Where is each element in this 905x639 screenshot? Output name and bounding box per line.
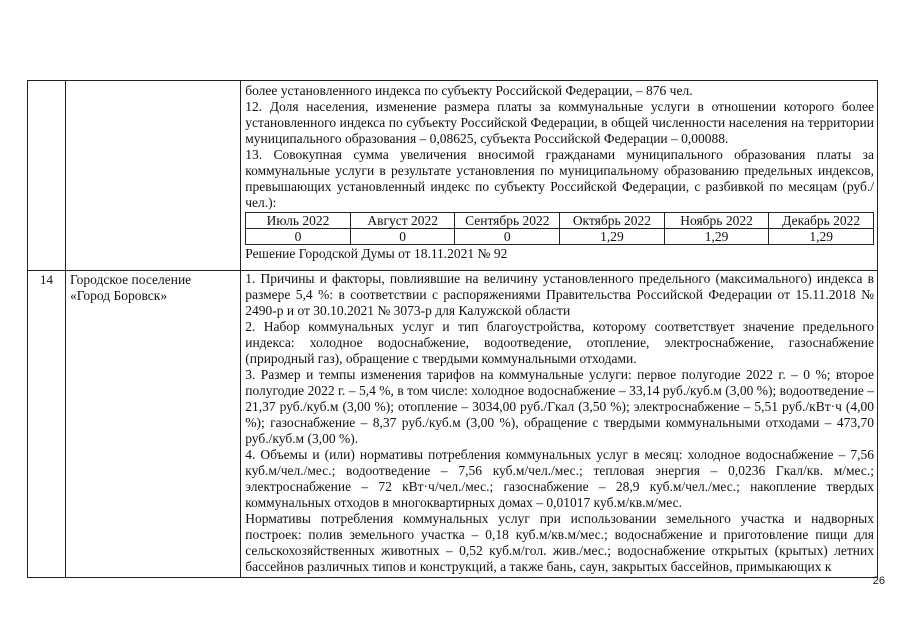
table-row-14 bbox=[28, 271, 878, 578]
month-value: 1,29 bbox=[769, 229, 874, 245]
decision-reference: Решение Городской Думы от 18.11.2021 № 92 bbox=[245, 246, 508, 261]
municipality-name-cell bbox=[66, 81, 241, 271]
paragraph-13: 13. Совокупная сумма увеличения вносимой гражданами муниципального образования платы за коммунальные услуги в результате установления по муниципальному образованию предельных индексов, превышающих установленный индекс по субъекту Российской Федерации, с разбивкой по месяцам (руб./чел.): bbox=[245, 147, 874, 210]
paragraph-norms: Нормативы потребления коммунальных услуг при использовании земельного участка и надворных построек: полив земельного участка – 0,18 куб.м/кв.м/мес.; водоснабжение и приготовление пищи для сельскохозяйственных животных – 0,52 куб.м/гол. жив./мес.; водоснабжение открытых (крытых) летних бассейнов различных типов и конструкций, а также бань, саун, закрытых бассейнов, примыкающих к bbox=[245, 511, 874, 574]
month-value: 1,29 bbox=[664, 229, 769, 245]
row-number-cell: 14 bbox=[28, 271, 66, 578]
paragraph-tail: более установленного индекса по субъекту Российской Федерации, – 876 чел. bbox=[245, 83, 693, 98]
months-values-row bbox=[246, 229, 874, 245]
info-cell bbox=[241, 81, 878, 271]
month-header: Сентябрь 2022 bbox=[455, 213, 560, 229]
paragraph-12: 12. Доля населения, изменение размера платы за коммунальные услуги в отношении которого более установленного индекса по субъекту Российской Федерации, в общей численности населения на территории муниципального образования – 0,08625, субъекта Российской Федерации – 0,00088. bbox=[245, 99, 874, 146]
municipality-name-cell bbox=[66, 271, 241, 578]
month-header: Октябрь 2022 bbox=[560, 213, 665, 229]
municipality-name-line1: Городское поселение bbox=[70, 272, 192, 287]
paragraph-4: 4. Объемы и (или) нормативы потребления коммунальных услуг в месяц: холодное водоснабжение – 7,56 куб.м/чел./мес.; водоотведение – 7,56 куб.м/чел./мес.; тепловая энергия – 0,0236 Гкал/кв. м/мес.; электроснабжение – 72 кВт·ч/чел./мес.; газоснабжение – 28,9 куб.м/чел./мес.; накопление твердых коммунальных отходов в многоквартирных домах – 0,01017 куб.м/кв.м/мес. bbox=[245, 447, 874, 510]
month-header: Август 2022 bbox=[350, 213, 455, 229]
row-number-cell bbox=[28, 81, 66, 271]
month-value: 0 bbox=[350, 229, 455, 245]
municipality-name-line2: «Город Боровск» bbox=[70, 288, 168, 303]
info-cell bbox=[241, 271, 878, 578]
month-header: Июль 2022 bbox=[246, 213, 351, 229]
month-header: Декабрь 2022 bbox=[769, 213, 874, 229]
month-header: Ноябрь 2022 bbox=[664, 213, 769, 229]
months-header-row bbox=[246, 213, 874, 229]
month-value: 0 bbox=[455, 229, 560, 245]
month-value: 0 bbox=[246, 229, 351, 245]
document-table bbox=[27, 80, 878, 578]
paragraph-2: 2. Набор коммунальных услуг и тип благоустройства, которому соответствует значение предельного индекса: холодное водоснабжение, водоотведение, отопление, электроснабжение, газоснабжение (природный газ), обращение с твердыми коммунальными отходами. bbox=[245, 319, 874, 366]
monthly-payment-table bbox=[245, 212, 874, 245]
table-row-continued bbox=[28, 81, 878, 271]
page-number: 26 bbox=[872, 575, 885, 587]
paragraph-3: 3. Размер и темпы изменения тарифов на коммунальные услуги: первое полугодие 2022 г. – 0 %; второе полугодие 2022 г. – 5,4 %, в том числе: холодное водоснабжение – 33,14 руб./куб.м (3,00 %); водоотведение – 21,37 руб./куб.м (3,00 %); отопление – 3034,00 руб./Гкал (3,50 %); электроснабжение – 5,51 руб./кВт·ч (4,00 %); газоснабжение – 8,37 руб./куб.м (3,00 %), обращение с твердыми коммунальными отходами – 473,70 руб./куб.м (3,00 %). bbox=[245, 367, 874, 446]
paragraph-1: 1. Причины и факторы, повлиявшие на величину установленного предельного (максимального) индекса в размере 5,4 %: в соответствии с распоряжениями Правительства Российской Федерации от 15.11.2018 № 2490-р и от 30.10.2021 № 3073-р для Калужской области bbox=[245, 271, 874, 318]
month-value: 1,29 bbox=[560, 229, 665, 245]
